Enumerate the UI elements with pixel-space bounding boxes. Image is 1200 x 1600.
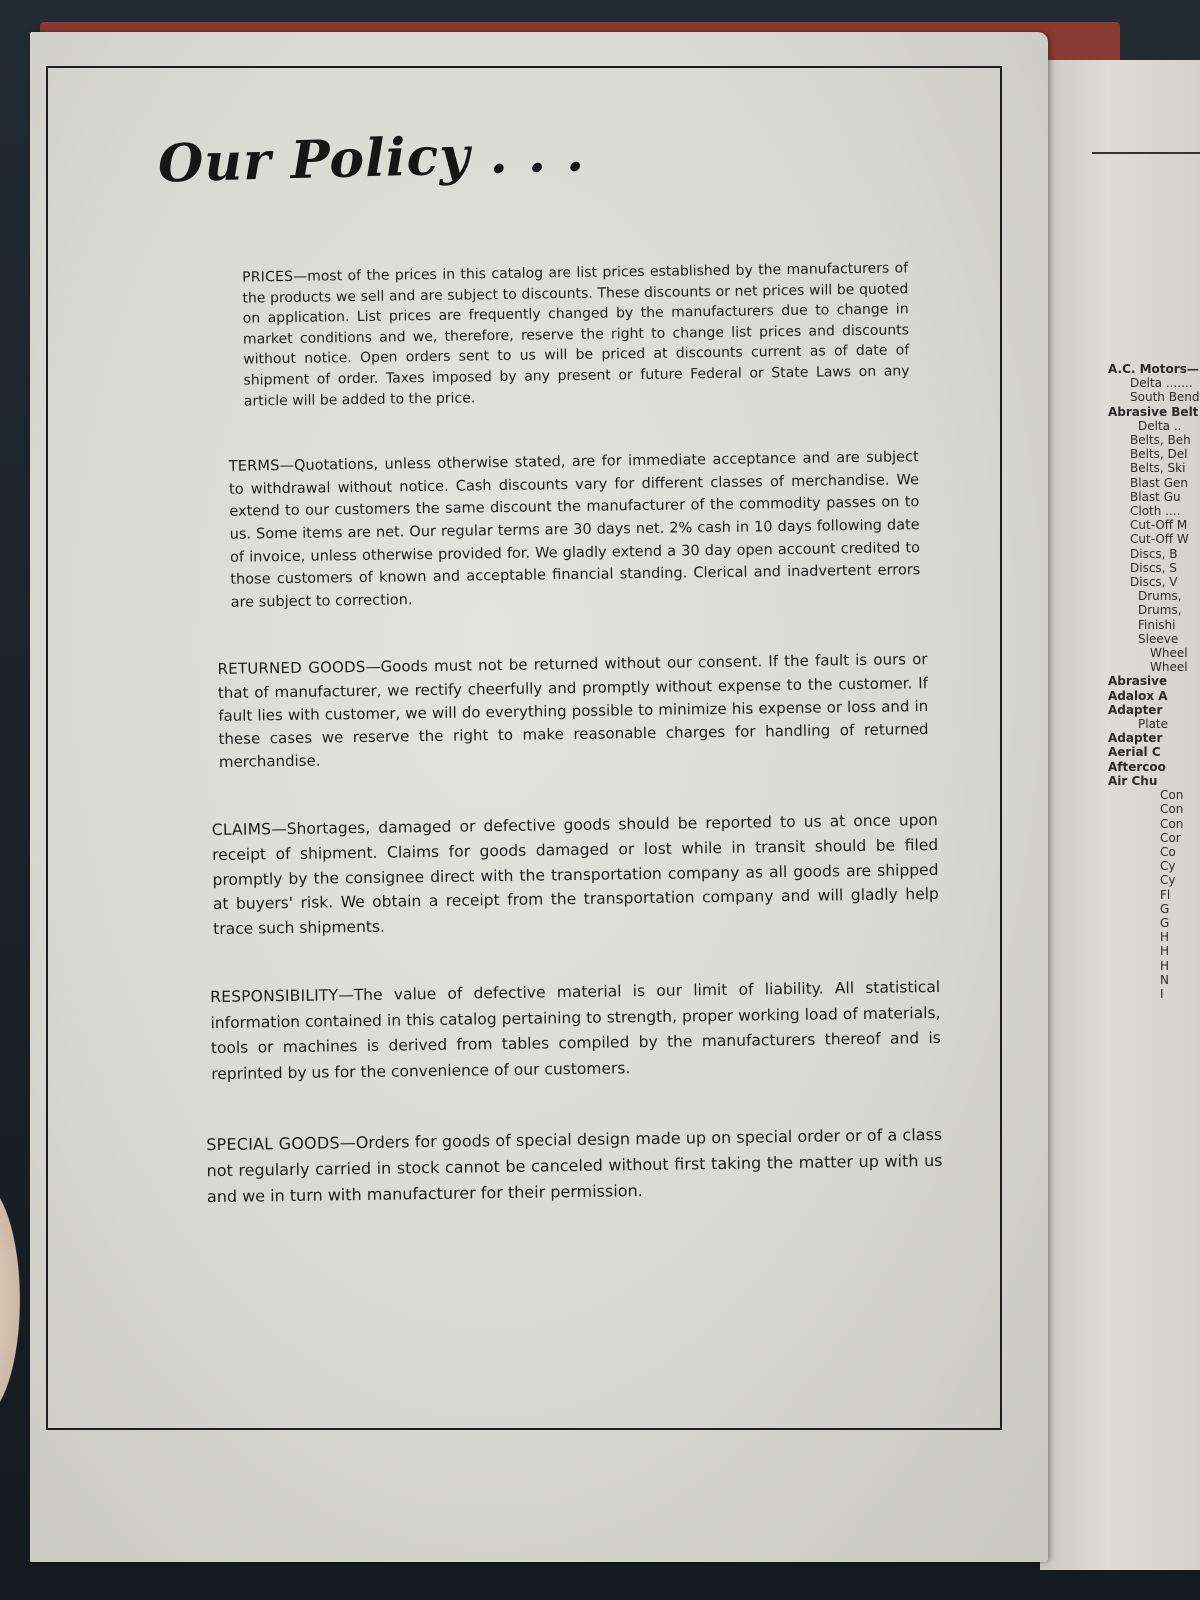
index-entry: Cor — [1160, 830, 1181, 845]
section-text: Shortages, damaged or defective goods should be reported to us at once upon receipt of shipment. Claims for goods damaged or lost while in transit should be filed promptly by the consignee direct with the transportation company as all goods are shipped at buyers' risk. We obtain a receipt from the transportation company and will gladly help trace such shipments. — [212, 811, 939, 938]
facing-index-page — [1040, 60, 1200, 1570]
index-entry: Air Chu — [1108, 773, 1158, 788]
index-entry: Belts, Beh — [1130, 433, 1191, 448]
policy-body — [206, 258, 944, 1255]
index-entry: H — [1160, 958, 1170, 973]
index-entry: Discs, S — [1130, 560, 1177, 575]
index-entry: Sleeve — [1138, 631, 1179, 646]
em-dash: — — [271, 820, 287, 839]
index-entry: Abrasive Belt — [1108, 404, 1199, 419]
em-dash: — — [338, 986, 354, 1005]
policy-section-claims — [212, 808, 940, 941]
index-entry: Belts, Del — [1130, 447, 1188, 462]
index-entry: Fl — [1160, 887, 1171, 902]
section-text: Goods must not be returned without our consent. If the fault is ours or that of manufacturer, we rectify cheerfully and promptly without expense to the customer. If fault lies with customer, we will do everything possible to minimize his expense or loss and in these cases we reserve the right to make reasonable charges for handling of returned merchandise. — [217, 650, 929, 772]
index-entry: Adalox A — [1108, 688, 1168, 703]
index-list — [1108, 362, 1200, 1001]
index-entry: G — [1160, 901, 1170, 916]
index-entry: H — [1160, 944, 1170, 959]
page-title: Our Policy . . . — [157, 122, 586, 195]
index-entry: Adapter — [1108, 702, 1163, 717]
index-entry: Aftercoo — [1108, 759, 1166, 774]
index-entry: Blast Gu — [1130, 489, 1181, 504]
section-heading: CLAIMS — [211, 820, 272, 840]
section-heading: TERMS — [228, 458, 280, 475]
index-entry: Con — [1160, 788, 1184, 803]
section-text: most of the prices in this catalog are list prices established by the manufacturers of the products we sell and are subject to discounts. These discounts or net prices will be quoted on application. List prices are frequently changed by the manufacturers due to change in market conditions and we, therefore, reserve the right to change list prices and discounts without notice. Open orders sent to us will be priced at discounts current as of date of shipment of order. Taxes imposed by any present or future Federal or State Laws on any article will be added to the price. — [242, 260, 910, 410]
index-entry: H — [1160, 930, 1170, 945]
index-entry: Cut-Off M — [1130, 518, 1188, 533]
policy-section-terms — [215, 446, 935, 614]
policy-page — [30, 32, 1048, 1562]
em-dash: — — [365, 657, 381, 677]
index-header-rule — [1092, 152, 1200, 154]
section-heading: RETURNED GOODS — [217, 658, 366, 679]
index-entry: A.C. Motors— — [1108, 362, 1199, 376]
index-entry: Drums, — [1138, 589, 1182, 604]
section-heading: PRICES — [242, 268, 294, 286]
index-entry: Blast Gen — [1130, 475, 1188, 490]
index-entry: Delta .. — [1138, 418, 1182, 433]
index-entry: Delta ....... — [1130, 376, 1193, 391]
em-dash: — — [293, 268, 308, 285]
policy-section-prices — [212, 258, 932, 412]
index-entry: Cy — [1160, 859, 1176, 874]
index-entry: Cut-Off W — [1130, 532, 1189, 547]
index-entry: N — [1160, 972, 1169, 987]
index-entry: Cy — [1160, 873, 1176, 888]
index-entry: Discs, B — [1130, 546, 1178, 561]
index-entry: Plate — [1138, 717, 1169, 732]
section-text: Quotations, unless otherwise stated, are for immediate acceptance and are subject to withdrawal without notice. Cash discounts vary for different classes of merchandise. We extend to our customers the same discount the manufacturer of the commodity passes on to us. Some items are net. Our regular terms are 30 days net. 2% cash in 10 days following date of invoice, unless otherwise provided for. We gladly extend a 30 day open account credited to those customers of known and acceptable financial standing. Clerical and inadvertent errors are subject to correction. — [228, 449, 921, 611]
index-entry: I — [1160, 986, 1164, 1001]
index-entry: Discs, V — [1130, 575, 1178, 590]
holding-thumb — [0, 1180, 20, 1420]
section-heading: RESPONSIBILITY — [210, 986, 339, 1007]
index-entry: Drums, — [1138, 603, 1182, 618]
index-entry: Abrasive — [1108, 674, 1168, 689]
index-entry: Belts, Ski — [1130, 461, 1186, 476]
em-dash: — — [339, 1132, 356, 1152]
index-entry: Adapter — [1108, 731, 1163, 746]
policy-section-responsibility — [210, 975, 941, 1088]
index-entry: Co — [1160, 844, 1176, 859]
index-entry: Aerial C — [1108, 745, 1161, 760]
index-entry: Wheel — [1150, 646, 1188, 661]
section-heading: SPECIAL GOODS — [206, 1132, 340, 1154]
index-entry: Con — [1160, 816, 1184, 831]
index-entry: G — [1160, 915, 1170, 930]
index-entry: Cloth .... — [1130, 504, 1181, 519]
index-entry: Wheel — [1150, 660, 1188, 675]
policy-section-returned-goods — [217, 648, 937, 774]
policy-section-special-goods — [206, 1122, 943, 1211]
em-dash: — — [279, 458, 295, 475]
index-entry: Finishi — [1138, 617, 1176, 632]
index-entry: Con — [1160, 802, 1184, 817]
section-text: Orders for goods of special design made up on special order or of a class not regularly carried in stock cannot be canceled without first taking the matter up with us and we in turn with manufacturer for their permission. — [206, 1124, 943, 1207]
section-text: The value of defective material is our limit of liability. All statistical information contained in this catalog pertaining to strength, proper working load of materials, tools or machines is derived from tables compiled by the manufacturers thereof and is reprinted by us for the convenience of our customers. — [210, 978, 941, 1084]
index-entry: South Bend — [1130, 390, 1200, 405]
